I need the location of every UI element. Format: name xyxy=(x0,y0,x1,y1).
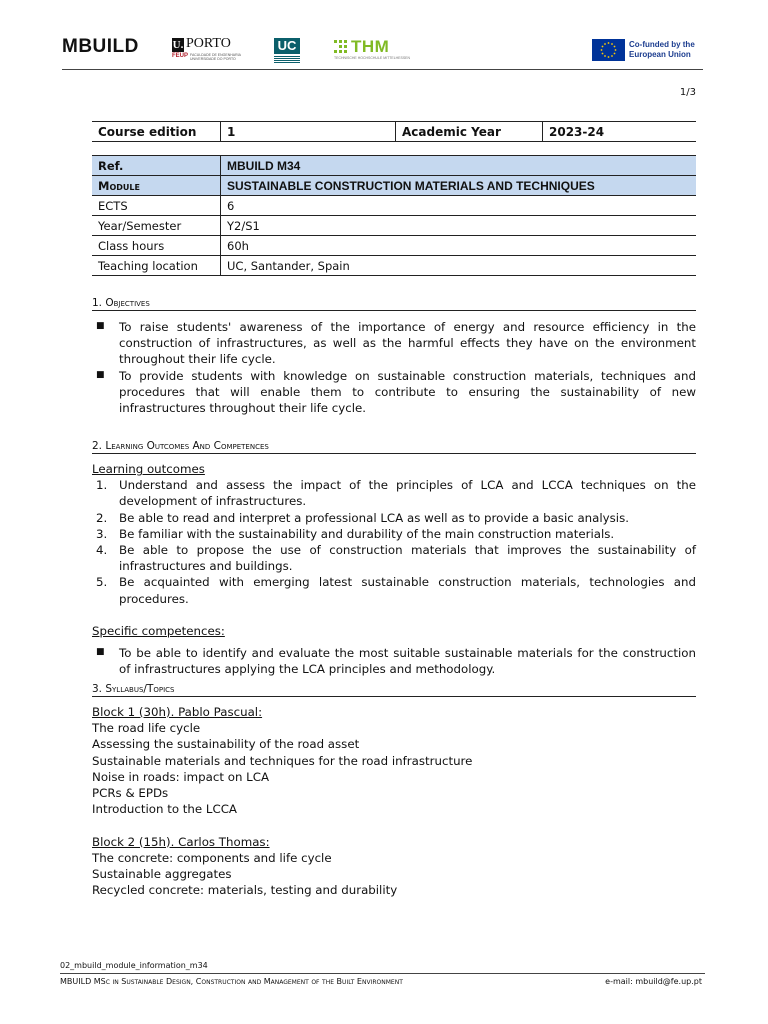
feup-subtitle: FACULDADE DE ENGENHARIA UNIVERSIDADE DO PORTO xyxy=(190,53,241,61)
list-item xyxy=(92,368,696,417)
list-item: Assessing the sustainability of the road asset xyxy=(92,737,360,752)
page-number: 1/3 xyxy=(679,87,696,98)
list-item xyxy=(92,510,696,526)
competence-text: To be able to identify and evaluate the most suitable sustainable materials for the construction of infrastructures applying the LCA principles and methodology. xyxy=(119,646,696,677)
bullet-icon: ■ xyxy=(96,647,105,658)
feup-wordmark: FEUP xyxy=(172,53,189,59)
teaching-location-label: Teaching location xyxy=(92,256,221,276)
footer-filename: 02_mbuild_module_information_m34 xyxy=(60,961,208,970)
list-item xyxy=(92,477,696,509)
header-divider xyxy=(62,69,703,70)
module-row xyxy=(92,176,696,196)
module-value: SUSTAINABLE CONSTRUCTION MATERIALS AND TECHNIQUES xyxy=(221,176,697,196)
list-item xyxy=(92,542,696,574)
specific-competences-label: Specific competences: xyxy=(92,624,225,638)
table-row xyxy=(92,236,696,256)
eu-flag-icon xyxy=(592,39,625,61)
list-number: 5. xyxy=(96,575,108,590)
thm-subtitle: TECHNISCHE HOCHSCHULE MITTELHESSEN xyxy=(334,56,411,60)
list-item: PCRs & EPDs xyxy=(92,785,169,800)
list-item: Noise in roads: impact on LCA xyxy=(92,769,270,784)
course-edition-row xyxy=(92,122,696,142)
list-item xyxy=(92,319,696,368)
objectives-list xyxy=(92,319,696,416)
uc-logo xyxy=(274,38,302,64)
syllabus-section xyxy=(92,704,696,898)
eu-cofunded-logo xyxy=(592,39,702,63)
list-item xyxy=(92,526,696,542)
list-number: 4. xyxy=(96,543,108,557)
uporto-mark: U. xyxy=(172,39,184,51)
list-item: Recycled concrete: materials, testing and durability xyxy=(92,883,398,898)
bullet-icon: ■ xyxy=(96,369,105,380)
course-edition-table xyxy=(92,121,696,142)
module-label: Module xyxy=(92,176,221,196)
objectives-heading: 1. Objectives xyxy=(92,297,696,311)
uc-mark: UC xyxy=(274,38,300,54)
block1-title: Block 1 (30h). Pablo Pascual: xyxy=(92,705,263,719)
footer-program-name: MBUILD MSc in Sustainable Design, Construction and Management of the Built Environment xyxy=(60,977,403,986)
list-item: Sustainable aggregates xyxy=(92,866,232,881)
class-hours-value: 60h xyxy=(221,236,697,256)
ects-value: 6 xyxy=(221,196,697,216)
list-number: 3. xyxy=(96,526,108,541)
mbuild-logo: MBUILD xyxy=(62,36,139,57)
outcome-text: Understand and assess the impact of the principles of LCA and LCCA techniques on the development of infrastructures. xyxy=(119,478,696,509)
footer-divider xyxy=(60,973,705,974)
ref-value: MBUILD M34 xyxy=(221,156,697,176)
outcome-text: Be acquainted with emerging latest sustainable construction materials, technologies and procedures. xyxy=(119,575,696,606)
outcome-text: Be able to read and interpret a professional LCA as well as to provide a basic analysis. xyxy=(119,510,629,525)
learning-outcomes-label: Learning outcomes xyxy=(92,462,205,476)
list-item: Sustainable materials and techniques for the road infrastructure xyxy=(92,753,473,768)
list-item xyxy=(92,574,696,606)
list-item: The concrete: components and life cycle xyxy=(92,850,332,865)
table-row xyxy=(92,256,696,276)
ref-label: Ref. xyxy=(92,156,221,176)
teaching-location-value: UC, Santander, Spain xyxy=(221,256,697,276)
eu-cofunded-text: Co-funded by the European Union xyxy=(629,40,695,59)
outcomes-section xyxy=(92,461,696,678)
academic-year-value: 2023-24 xyxy=(543,122,697,142)
list-item: Introduction to the LCCA xyxy=(92,802,238,817)
uporto-feup-logo xyxy=(172,38,252,64)
block2-title: Block 2 (15h). Carlos Thomas: xyxy=(92,834,270,849)
objective-text: To provide students with knowledge on sustainable construction materials, techniques and procedures that will enable them to contribute to ensuring the sustainability of new infrastructures throughout their life cycle. xyxy=(119,368,696,416)
list-item xyxy=(92,645,696,677)
list-number: 2. xyxy=(96,510,108,525)
objective-text: To raise students' awareness of the importance of energy and resource efficiency in the construction of infrastructures, as well as the harmful effects they have on the environment throughout their life cycle. xyxy=(119,320,696,367)
course-edition-label: Course edition xyxy=(92,122,221,142)
thm-logo xyxy=(334,38,414,64)
uporto-wordmark: PORTO xyxy=(186,36,231,51)
outcomes-heading: 2. Learning Outcomes And Competences xyxy=(92,440,696,454)
course-edition-value: 1 xyxy=(221,122,396,142)
year-semester-label: Year/Semester xyxy=(92,216,221,236)
spacer xyxy=(92,817,696,833)
thm-wordmark: THM xyxy=(351,37,390,56)
ref-row xyxy=(92,156,696,176)
outcome-text: Be familiar with the sustainability and durability of the main construction materials. xyxy=(119,526,615,541)
table-row xyxy=(92,216,696,236)
academic-year-label: Academic Year xyxy=(396,122,543,142)
thm-dots-icon xyxy=(334,40,348,54)
list-item: The road life cycle xyxy=(92,721,201,736)
bullet-icon: ■ xyxy=(96,321,105,331)
footer-email: e-mail: mbuild@fe.up.pt xyxy=(605,977,702,986)
ects-label: ECTS xyxy=(92,196,221,216)
uc-subtitle-lines xyxy=(274,55,300,63)
syllabus-heading: 3. Syllabus/Topics xyxy=(92,683,696,697)
table-row xyxy=(92,196,696,216)
class-hours-label: Class hours xyxy=(92,236,221,256)
module-info-table xyxy=(92,155,696,276)
year-semester-value: Y2/S1 xyxy=(221,216,697,236)
outcome-text: Be able to propose the use of construction materials that improves the sustainability of infrastructures and buildings. xyxy=(119,543,696,574)
list-number: 1. xyxy=(96,478,108,493)
spacer xyxy=(92,607,696,623)
